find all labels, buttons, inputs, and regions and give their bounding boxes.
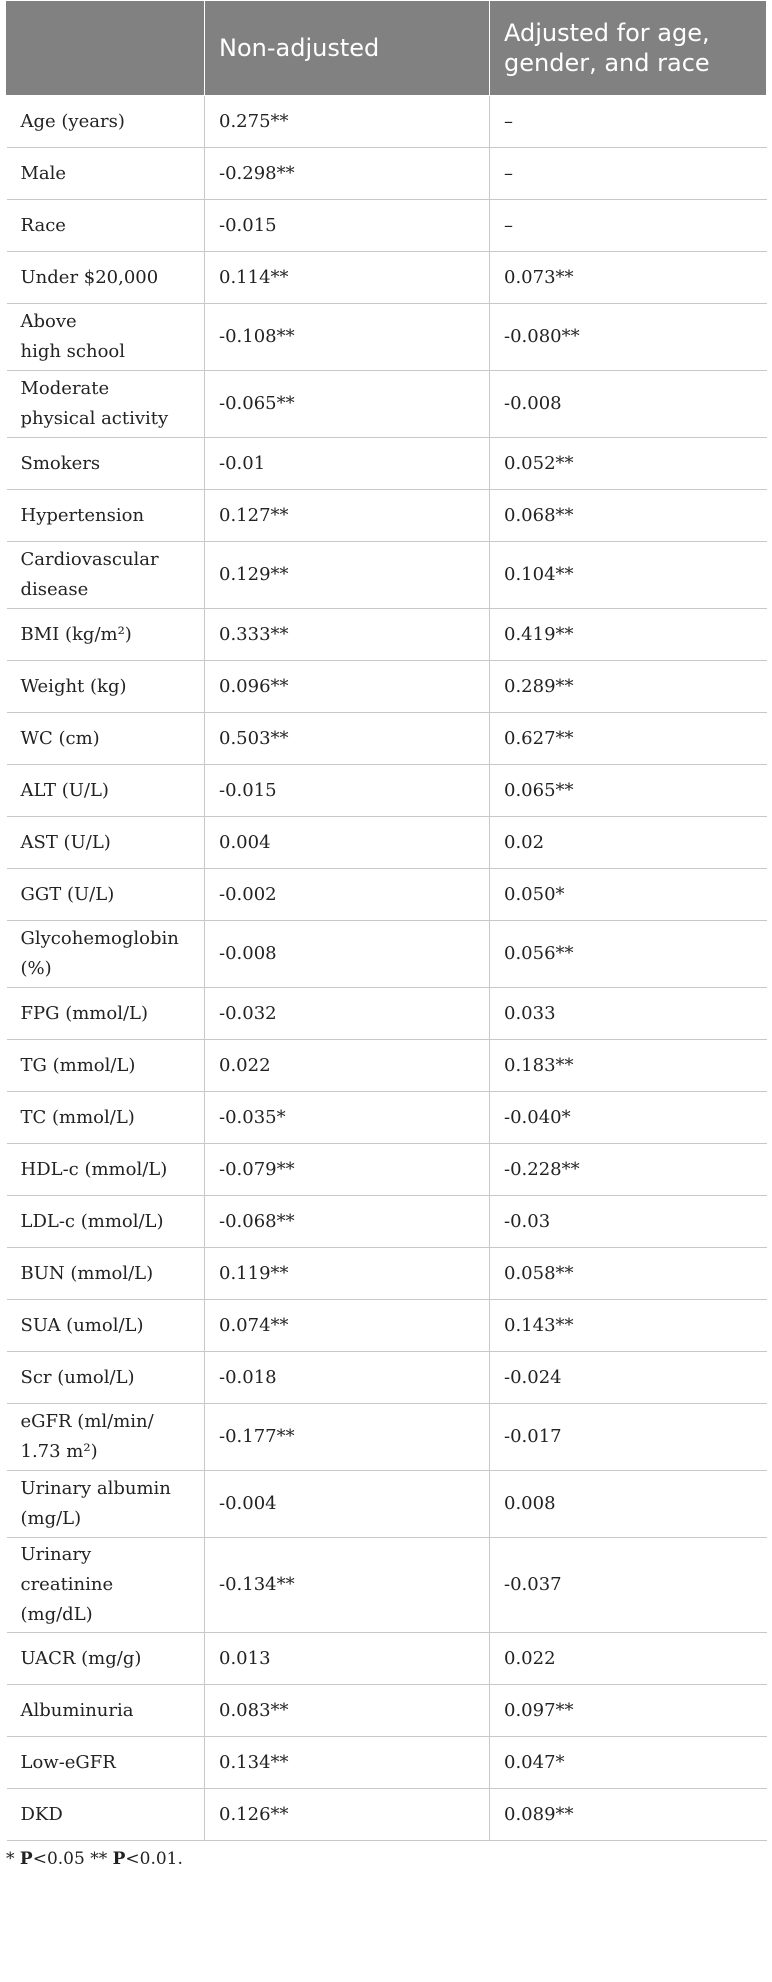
non-adjusted-value: -0.134** (205, 1538, 490, 1633)
row-label (7, 921, 205, 988)
row-label-line: TC (mmol/L) (20, 1106, 135, 1128)
row-label-line: Smokers (20, 452, 101, 474)
row-label-line: Glycohemoglobin (20, 928, 179, 949)
header-variable (7, 1, 205, 96)
table-row (7, 609, 767, 661)
table-row (7, 1196, 767, 1248)
table-row (7, 1092, 767, 1144)
row-label (7, 438, 205, 490)
row-label-line: Low-eGFR (20, 1751, 116, 1773)
adjusted-value: 0.143** (490, 1300, 767, 1352)
non-adjusted-value: 0.127** (205, 490, 490, 542)
adjusted-value: 0.073** (490, 252, 767, 304)
footnote (6, 1849, 772, 1869)
adjusted-value: 0.097** (490, 1685, 767, 1737)
table-row (7, 200, 767, 252)
table-row (7, 542, 767, 609)
row-label (7, 1248, 205, 1300)
row-label-line: Male (20, 162, 67, 184)
row-label-line: UACR (mg/g) (20, 1647, 142, 1669)
adjusted-value: -0.037 (490, 1538, 767, 1633)
row-label (7, 96, 205, 148)
row-label-line: Under $20,000 (20, 266, 159, 288)
row-label-line: Urinary albumin (20, 1478, 171, 1499)
row-label (7, 713, 205, 765)
row-label-line: (mg/L) (20, 1508, 82, 1529)
non-adjusted-value: -0.015 (205, 200, 490, 252)
adjusted-value: – (490, 96, 767, 148)
adjusted-value: 0.065** (490, 765, 767, 817)
row-label-line: (mg/dL) (20, 1604, 93, 1625)
header-adjusted-line2: gender, and race (504, 49, 710, 77)
row-label-line: TG (mmol/L) (20, 1054, 136, 1076)
adjusted-value: 0.058** (490, 1248, 767, 1300)
adjusted-value: 0.627** (490, 713, 767, 765)
non-adjusted-value: 0.083** (205, 1685, 490, 1737)
row-label-line: Moderate (20, 378, 110, 399)
non-adjusted-value: 0.004 (205, 817, 490, 869)
row-label (7, 148, 205, 200)
table-row (7, 371, 767, 438)
header-non-adjusted: Non-adjusted (205, 1, 490, 96)
adjusted-value: 0.008 (490, 1471, 767, 1538)
non-adjusted-value: -0.01 (205, 438, 490, 490)
row-label-line: physical activity (20, 408, 169, 429)
row-label-line: Urinary (20, 1544, 92, 1565)
row-label (7, 1538, 205, 1633)
row-label (7, 1737, 205, 1789)
table-row (7, 1789, 767, 1841)
row-label-line: ALT (U/L) (20, 779, 109, 801)
table-row (7, 713, 767, 765)
row-label-line: HDL-c (mmol/L) (20, 1158, 168, 1180)
row-label (7, 1040, 205, 1092)
correlation-table (6, 0, 767, 1841)
footnote-threshold1: <0.05 ** (32, 1849, 113, 1869)
adjusted-value: -0.080** (490, 304, 767, 371)
table-row (7, 1248, 767, 1300)
row-label (7, 1144, 205, 1196)
table-row (7, 817, 767, 869)
adjusted-value: 0.183** (490, 1040, 767, 1092)
adjusted-value: 0.033 (490, 988, 767, 1040)
adjusted-value: 0.289** (490, 661, 767, 713)
table-row (7, 869, 767, 921)
footnote-p1: P (19, 1849, 33, 1869)
footnote-p2: P (112, 1849, 126, 1869)
table-row (7, 490, 767, 542)
table-row (7, 1538, 767, 1633)
non-adjusted-value: -0.177** (205, 1404, 490, 1471)
row-label-line: SUA (umol/L) (20, 1314, 144, 1336)
non-adjusted-value: -0.298** (205, 148, 490, 200)
row-label-line: disease (20, 579, 89, 600)
adjusted-value: 0.419** (490, 609, 767, 661)
row-label-line: Age (years) (20, 110, 125, 132)
row-label (7, 304, 205, 371)
row-label-line: eGFR (ml/min/ (20, 1411, 154, 1432)
footnote-threshold2: <0.01. (125, 1849, 183, 1869)
row-label-line: BUN (mmol/L) (20, 1262, 154, 1284)
non-adjusted-value: 0.126** (205, 1789, 490, 1841)
row-label-line: Above (20, 311, 77, 332)
adjusted-value: -0.040* (490, 1092, 767, 1144)
non-adjusted-value: 0.074** (205, 1300, 490, 1352)
adjusted-value: -0.008 (490, 371, 767, 438)
row-label (7, 371, 205, 438)
adjusted-value: -0.228** (490, 1144, 767, 1196)
non-adjusted-value: -0.018 (205, 1352, 490, 1404)
table-row (7, 921, 767, 988)
table-row (7, 96, 767, 148)
row-label-line: 1.73 m²) (20, 1441, 98, 1462)
row-label (7, 490, 205, 542)
adjusted-value: 0.047* (490, 1737, 767, 1789)
table-row (7, 1471, 767, 1538)
non-adjusted-value: 0.134** (205, 1737, 490, 1789)
row-label (7, 1092, 205, 1144)
table-row (7, 1685, 767, 1737)
row-label (7, 252, 205, 304)
row-label-line: Race (20, 214, 66, 236)
adjusted-value: – (490, 200, 767, 252)
non-adjusted-value: -0.004 (205, 1471, 490, 1538)
row-label-line: creatinine (20, 1574, 114, 1595)
non-adjusted-value: 0.114** (205, 252, 490, 304)
adjusted-value: 0.068** (490, 490, 767, 542)
row-label (7, 542, 205, 609)
table-row (7, 304, 767, 371)
row-label (7, 817, 205, 869)
table-row (7, 988, 767, 1040)
row-label (7, 765, 205, 817)
row-label (7, 988, 205, 1040)
adjusted-value: 0.050* (490, 869, 767, 921)
table-row (7, 1737, 767, 1789)
footnote-star1: * (6, 1849, 20, 1869)
table-row (7, 148, 767, 200)
row-label-line: WC (cm) (20, 727, 100, 749)
non-adjusted-value: 0.013 (205, 1633, 490, 1685)
row-label-line: (%) (20, 958, 52, 979)
non-adjusted-value: -0.002 (205, 869, 490, 921)
non-adjusted-value: -0.065** (205, 371, 490, 438)
row-label-line: FPG (mmol/L) (20, 1002, 148, 1024)
adjusted-value: 0.022 (490, 1633, 767, 1685)
table-row (7, 1040, 767, 1092)
adjusted-value: -0.017 (490, 1404, 767, 1471)
row-label (7, 661, 205, 713)
table-row (7, 1300, 767, 1352)
row-label (7, 1685, 205, 1737)
adjusted-value: -0.024 (490, 1352, 767, 1404)
table-row (7, 765, 767, 817)
non-adjusted-value: 0.022 (205, 1040, 490, 1092)
row-label-line: Scr (umol/L) (20, 1366, 135, 1388)
table-row (7, 661, 767, 713)
header-adjusted (490, 1, 767, 96)
row-label-line: Albuminuria (20, 1699, 134, 1721)
row-label (7, 1404, 205, 1471)
row-label (7, 1352, 205, 1404)
non-adjusted-value: 0.275** (205, 96, 490, 148)
row-label-line: Cardiovascular (20, 549, 159, 570)
non-adjusted-value: -0.008 (205, 921, 490, 988)
row-label (7, 1789, 205, 1841)
table-row (7, 1144, 767, 1196)
header-adjusted-line1: Adjusted for age, (504, 19, 710, 47)
non-adjusted-value: 0.503** (205, 713, 490, 765)
row-label-line: AST (U/L) (20, 831, 111, 853)
table-row (7, 252, 767, 304)
adjusted-value: 0.056** (490, 921, 767, 988)
non-adjusted-value: 0.129** (205, 542, 490, 609)
adjusted-value: -0.03 (490, 1196, 767, 1248)
table-body (7, 96, 767, 1841)
non-adjusted-value: -0.079** (205, 1144, 490, 1196)
non-adjusted-value: -0.032 (205, 988, 490, 1040)
table-row (7, 438, 767, 490)
non-adjusted-value: -0.015 (205, 765, 490, 817)
non-adjusted-value: -0.108** (205, 304, 490, 371)
row-label-line: GGT (U/L) (20, 883, 115, 905)
row-label (7, 1300, 205, 1352)
table-row (7, 1633, 767, 1685)
non-adjusted-value: 0.096** (205, 661, 490, 713)
adjusted-value: 0.104** (490, 542, 767, 609)
non-adjusted-value: -0.035* (205, 1092, 490, 1144)
non-adjusted-value: -0.068** (205, 1196, 490, 1248)
row-label (7, 1196, 205, 1248)
table-container (6, 0, 772, 1869)
row-label-line: BMI (kg/m²) (20, 623, 132, 645)
row-label-line: LDL-c (mmol/L) (20, 1210, 164, 1232)
row-label (7, 200, 205, 252)
row-label (7, 869, 205, 921)
row-label-line: DKD (20, 1803, 63, 1825)
row-label-line: Hypertension (20, 504, 145, 526)
header-row (7, 1, 767, 96)
row-label (7, 1633, 205, 1685)
non-adjusted-value: 0.333** (205, 609, 490, 661)
adjusted-value: 0.089** (490, 1789, 767, 1841)
adjusted-value: – (490, 148, 767, 200)
row-label-line: high school (20, 341, 126, 362)
non-adjusted-value: 0.119** (205, 1248, 490, 1300)
row-label (7, 1471, 205, 1538)
table-row (7, 1404, 767, 1471)
row-label-line: Weight (kg) (20, 675, 127, 697)
table-row (7, 1352, 767, 1404)
adjusted-value: 0.02 (490, 817, 767, 869)
adjusted-value: 0.052** (490, 438, 767, 490)
row-label (7, 609, 205, 661)
